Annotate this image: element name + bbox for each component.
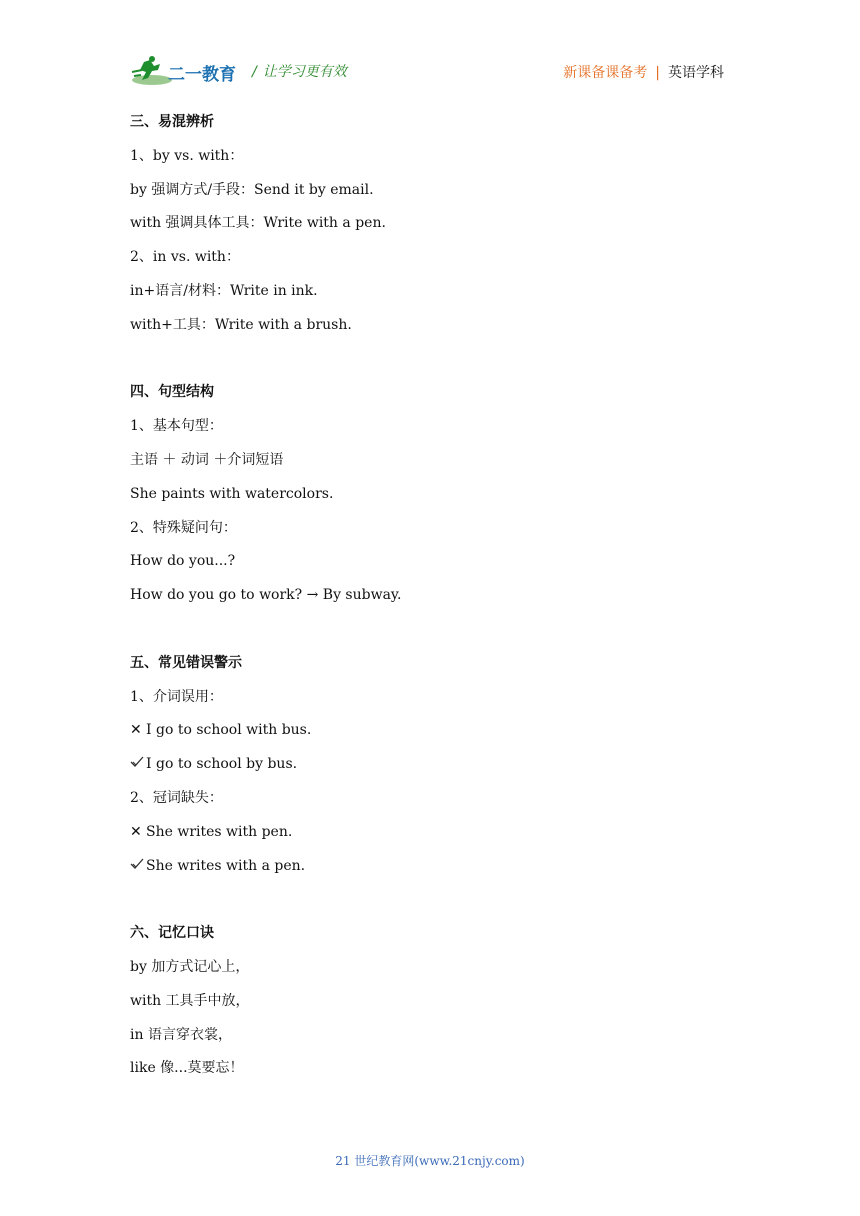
header-subject-label: 英语学科 [668, 65, 724, 81]
text-line: How do you go to work? → By subway. [130, 587, 402, 604]
header-course-label: 新课备课备考 [563, 65, 648, 81]
check-icon [130, 854, 146, 878]
text-line: in 语言穿衣裳， [130, 1026, 232, 1043]
section-heading: 六、记忆口诀 [130, 925, 214, 942]
document-body [130, 110, 750, 1090]
section-heading: 三、易混辨析 [130, 114, 214, 130]
svg-text:二一教育: 二一教育 [168, 65, 236, 85]
text-line: 1、by vs. with： [130, 147, 244, 164]
text-line: 1、基本句型： [130, 418, 223, 435]
slogan: / 让学习更有效 [252, 64, 347, 80]
text-line: 1、介词误用： [130, 688, 223, 705]
text-line: She paints with watercolors. [130, 485, 334, 502]
text-line: like 像...莫要忘！ [130, 1060, 244, 1077]
text-line: How do you...? [130, 553, 236, 570]
text-line: with 强调具体工具：Write with a pen. [130, 215, 386, 232]
text-line: 2、in vs. with： [130, 249, 240, 266]
text-line: 主语 ＋ 动词 ＋介词短语 [130, 451, 284, 468]
page-footer: 21 世纪教育网(www.21cnjy.com) [335, 1154, 525, 1168]
text-line: 2、冠词缺失： [130, 789, 223, 806]
page-header [130, 52, 730, 92]
text-line-correct: I go to school by bus. [130, 752, 750, 786]
header-right [563, 62, 724, 82]
text-line: 2、特殊疑问句： [130, 519, 237, 536]
section-heading: 五、常见错误警示 [130, 654, 242, 671]
text-line: in+语言/材料：Write in ink. [130, 282, 318, 299]
check-icon [130, 752, 146, 776]
cross-icon: ✕ [130, 722, 142, 739]
header-separator: | [655, 65, 660, 81]
text-line-wrong: ✕ She writes with pen. [130, 820, 750, 854]
text-line: by 加方式记心上， [130, 958, 250, 975]
cross-icon: ✕ [130, 823, 142, 840]
section-heading: 四、句型结构 [130, 384, 214, 401]
text-line: with+工具：Write with a brush. [130, 316, 352, 333]
text-line-correct: She writes with a pen. [130, 854, 750, 888]
text-line: with 工具手中放， [130, 992, 250, 1009]
text-line: by 强调方式/手段：Send it by email. [130, 181, 374, 198]
text-line-wrong: ✕ I go to school with bus. [130, 718, 750, 752]
logo [130, 54, 242, 90]
